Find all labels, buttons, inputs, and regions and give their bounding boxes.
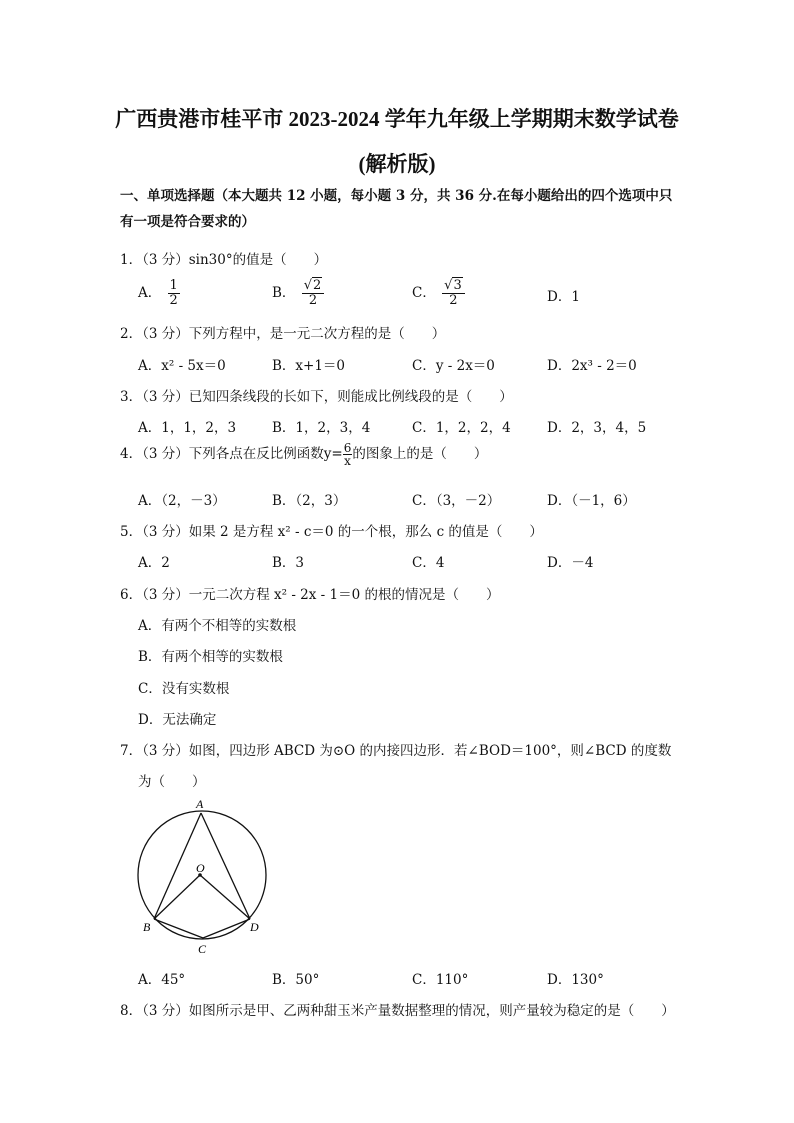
q6-option-d: D．无法确定 (138, 712, 217, 728)
q2-option-c: C．y - 2x＝0 (412, 358, 495, 374)
q1-option-d: D．1 (547, 289, 580, 305)
section-heading: 一、单项选择题（本大题共 12 小题，每小题 3 分，共 36 分.在每小题给出的四个选项中只有一项是符合要求的） (120, 188, 673, 230)
fraction: $\frac{1}{2}$ (169, 278, 178, 308)
q3-option-c: C．1，2，2，4 (412, 420, 511, 436)
q3-option-b: B．1，2，3，4 (272, 420, 371, 436)
question-4-stem: 4．（3 分）下列各点在反比例函数y= $\frac{6}{x}$ 的图象上的是（ ） (120, 441, 488, 468)
q6-option-c: C．没有实数根 (138, 681, 230, 697)
q1-option-b: B． $\frac{√2}{2}$ (272, 279, 326, 308)
q5-option-d: D．－4 (547, 555, 594, 571)
q6-option-a: A．有两个不相等的实数根 (138, 618, 297, 634)
q3-option-d: D．2，3，4，5 (547, 420, 647, 436)
doc-title: 广西贵港市桂平市 2023-2024 学年九年级上学期期末数学试卷 (115, 107, 679, 131)
q5-option-b: B．3 (272, 555, 305, 571)
label-b: B (143, 920, 151, 934)
q2-option-b: B．x+1＝0 (272, 358, 346, 374)
label-a: A (196, 797, 204, 811)
q2-option-a: A．x² - 5x＝0 (138, 358, 226, 374)
doc-subtitle: (解析版) (358, 152, 436, 176)
q2-option-d: D．2x³ - 2＝0 (547, 358, 637, 374)
q6-option-b: B．有两个相等的实数根 (138, 649, 283, 665)
q4-option-b: B．（2，3） (272, 493, 347, 509)
q7-option-c: C．110° (412, 972, 469, 988)
q7-option-a: A．45° (138, 972, 186, 988)
question-3-stem: 3．（3 分）已知四条线段的长如下，则能成比例线段的是（ ） (120, 389, 513, 405)
question-5-stem: 5．（3 分）如果 2 是方程 x² - c＝0 的一个根，那么 c 的值是（ ） (120, 524, 543, 540)
q1-option-a: A． $\frac{1}{2}$ (138, 278, 178, 308)
question-8-stem: 8．（3 分）如图所示是甲、乙两种甜玉米产量数据整理的情况，则产量较为稳定的是（ ） (120, 1003, 675, 1019)
fraction: $\frac{√2}{2}$ (302, 279, 325, 308)
label-c: C (198, 942, 207, 956)
segment-cd (203, 919, 250, 938)
q5-option-c: C．4 (412, 555, 445, 571)
q3-option-a: A．1，1，2，3 (138, 420, 237, 436)
question-1-stem: 1．（3 分）sin30°的值是（ ） (120, 252, 328, 268)
q4-option-c: C．（3，－2） (412, 493, 501, 509)
label-d: D (250, 920, 259, 934)
q4-option-d: D．（－1，6） (547, 493, 636, 509)
fraction: $\frac{√3}{2}$ (442, 279, 465, 308)
label-o: O (196, 861, 205, 875)
segment-od (200, 875, 250, 919)
fraction: $\frac{6}{x}$ (343, 441, 352, 468)
question-2-stem: 2．（3 分）下列方程中，是一元二次方程的是（ ） (120, 326, 446, 342)
circle-figure (130, 795, 280, 960)
q4-option-a: A．（2，－3） (138, 493, 226, 509)
question-6-stem: 6．（3 分）一元二次方程 x² - 2x - 1＝0 的根的情况是（ ） (120, 587, 500, 603)
question-7-stem-cont: 为（ ） (138, 774, 206, 790)
segment-ob (154, 875, 200, 919)
segment-ab (154, 813, 201, 919)
segment-ad (201, 813, 250, 919)
question-7-stem: 7．（3 分）如图，四边形 ABCD 为⊙O 的内接四边形．若∠BOD＝100°，则∠BCD 的度数 (120, 743, 672, 759)
q7-option-d: D．130° (547, 972, 604, 988)
q1-option-c: C． $\frac{√3}{2}$ (412, 279, 467, 308)
q5-option-a: A．2 (138, 555, 170, 571)
q7-option-b: B．50° (272, 972, 320, 988)
